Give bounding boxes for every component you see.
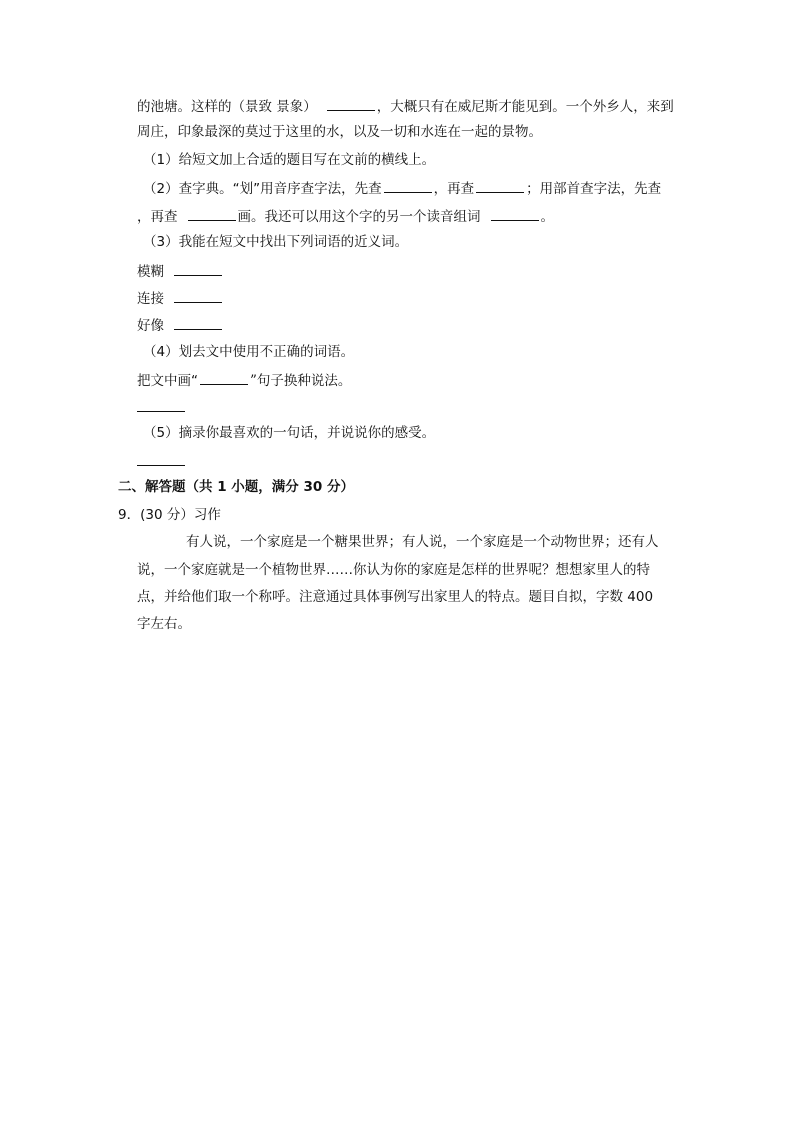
question-1: （1）给短文加上合适的题目写在文前的横线上。: [143, 152, 436, 168]
essay-prompt-line: 有人说，一个家庭是一个糖果世界；有人说，一个家庭是一个动物世界；还有人: [186, 534, 659, 550]
answer-blank[interactable]: [137, 397, 185, 412]
synonym-row: [137, 315, 224, 335]
question-2-text: ；用部首查字法，先查: [526, 181, 662, 197]
passage-line-2: 周庄，印象最深的莫过于这里的水，以及一切和水连在一起的景物。: [137, 124, 542, 140]
answer-blank[interactable]: [476, 178, 524, 193]
synonym-row: [137, 261, 224, 281]
question-2-line-1: [143, 178, 661, 198]
section-heading: 二、解答题（共 1 小题，满分 30 分）: [118, 479, 354, 495]
question-4-sub: [137, 370, 351, 390]
synonym-word: 好像: [137, 318, 164, 334]
question-4-text: ”句子换种说法。: [250, 373, 352, 389]
answer-blank[interactable]: [327, 96, 375, 111]
question-2-text: ，再查: [433, 181, 475, 197]
answer-blank[interactable]: [200, 370, 248, 385]
question-2-text: （2）查字典。“划”用音序查字法，先查: [143, 181, 382, 197]
answer-line: [137, 451, 185, 471]
question-2-text: 。: [540, 209, 554, 225]
answer-blank[interactable]: [174, 261, 222, 276]
answer-blank[interactable]: [137, 451, 185, 466]
answer-blank[interactable]: [384, 178, 432, 193]
question-9-label: 9．(30 分）习作: [118, 507, 221, 523]
answer-blank[interactable]: [174, 315, 222, 330]
passage-text: ，大概只有在威尼斯才能见到。一个外乡人，来到: [376, 99, 674, 115]
synonym-word: 连接: [137, 291, 164, 307]
passage-text: 的池塘。这样的（景致 景象）: [137, 99, 317, 115]
answer-blank[interactable]: [491, 206, 539, 221]
synonym-row: [137, 288, 224, 308]
question-5: （5）摘录你最喜欢的一句话，并说说你的感受。: [143, 425, 436, 441]
answer-blank[interactable]: [188, 206, 236, 221]
question-4-text: 把文中画“: [137, 373, 198, 389]
essay-prompt-line: 说，一个家庭就是一个植物世界……你认为你的家庭是怎样的世界呢？想想家里人的特: [137, 562, 650, 578]
question-2-text: 画。我还可以用这个字的另一个读音组词: [237, 209, 481, 225]
essay-prompt-line: 字左右。: [137, 616, 191, 632]
synonym-word: 模糊: [137, 264, 164, 280]
passage-line-1: [137, 96, 674, 116]
answer-blank[interactable]: [174, 288, 222, 303]
question-4: （4）划去文中使用不正确的词语。: [143, 344, 355, 360]
essay-prompt-line: 点，并给他们取一个称呼。注意通过具体事例写出家里人的特点。题目自拟，字数 400: [137, 589, 654, 605]
question-2-line-2: [137, 206, 554, 226]
answer-line: [137, 397, 185, 417]
question-2-text: ，再查: [137, 209, 178, 225]
question-3: （3）我能在短文中找出下列词语的近义词。: [143, 234, 409, 250]
